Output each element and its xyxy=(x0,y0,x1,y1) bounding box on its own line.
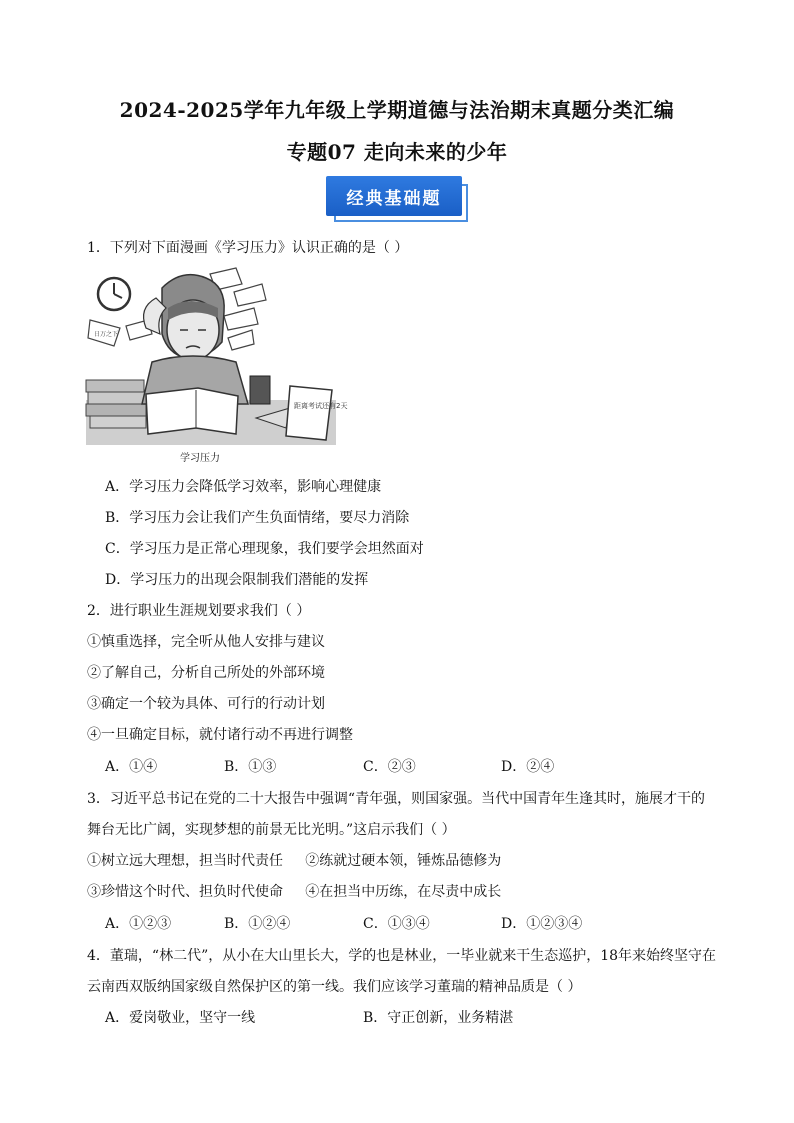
paper-left-text: 日万之下 xyxy=(94,331,119,338)
book-stack xyxy=(86,380,144,392)
q2-option-a: A．①④ xyxy=(105,759,158,775)
section-badge xyxy=(326,176,470,224)
q4-stem-line2: 云南西双版纳国家级自然保护区的第一线。我们应该学习董瑞的精神品质是（ ） xyxy=(87,979,582,995)
q3-items-line2: ③珍惜这个时代、担负时代使命 ④在担当中历练，在尽责中成长 xyxy=(87,884,502,900)
document-subtitle: 专题07 走向未来的少年 xyxy=(286,140,508,164)
clock-icon xyxy=(98,278,130,310)
q2-option-c: C．②③ xyxy=(363,759,416,775)
study-pressure-cartoon xyxy=(86,268,348,445)
q3-option-c: C．①③④ xyxy=(363,916,430,932)
q2-stem: 2．进行职业生涯规划要求我们（ ） xyxy=(87,603,311,619)
q1-option-c: C．学习压力是正常心理现象，我们要学会坦然面对 xyxy=(105,541,424,557)
q1-stem: 1．下列对下面漫画《学习压力》认识正确的是（ ） xyxy=(87,240,409,256)
calendar-icon xyxy=(286,386,347,440)
q1-option-b: B．学习压力会让我们产生负面情绪，要尽力消除 xyxy=(105,510,410,526)
open-book xyxy=(146,388,238,434)
document-title: 2024-2025学年九年级上学期道德与法治期末真题分类汇编 xyxy=(119,98,675,122)
q2-option-d: D．②④ xyxy=(501,759,555,775)
badge-label: 经典基础题 xyxy=(326,176,462,216)
q1-option-a: A．学习压力会降低学习效率，影响心理健康 xyxy=(105,479,382,495)
image-caption: 学习压力 xyxy=(180,453,220,464)
calendar-text: 距离考试还有2天 xyxy=(294,402,348,410)
q2-item-4: ④一旦确定目标，就付诸行动不再进行调整 xyxy=(87,727,353,743)
q2-option-b: B．①③ xyxy=(224,759,277,775)
q2-item-1: ①慎重选择，完全听从他人安排与建议 xyxy=(87,634,325,650)
q2-item-3: ③确定一个较为具体、可行的行动计划 xyxy=(87,696,325,712)
q4-stem-line1: 4．董瑞，“林二代”，从小在大山里长大，学的也是林业，一毕业就来干生态巡护，18年来始终坚守在 xyxy=(87,948,717,964)
q1-option-d: D．学习压力的出现会限制我们潜能的发挥 xyxy=(105,572,369,588)
q3-stem-line1: 3．习近平总书记在党的二十大报告中强调“青年强，则国家强。当代中国青年生逢其时，施展才干的 xyxy=(87,791,706,807)
q4-option-a: A．爱岗敬业，坚守一线 xyxy=(105,1010,256,1026)
q3-items-line1: ①树立远大理想，担当时代责任 ②练就过硬本领，锤炼品德修为 xyxy=(87,853,502,869)
q3-option-d: D．①②③④ xyxy=(501,916,583,932)
q4-option-b: B．守正创新，业务精湛 xyxy=(363,1010,514,1026)
q2-item-2: ②了解自己，分析自己所处的外部环境 xyxy=(87,665,325,681)
cup xyxy=(250,376,270,404)
q3-option-b: B．①②④ xyxy=(224,916,291,932)
q3-stem-line2: 舞台无比广阔，实现梦想的前景无比光明。”这启示我们（ ） xyxy=(87,822,456,838)
q3-option-a: A．①②③ xyxy=(105,916,172,932)
